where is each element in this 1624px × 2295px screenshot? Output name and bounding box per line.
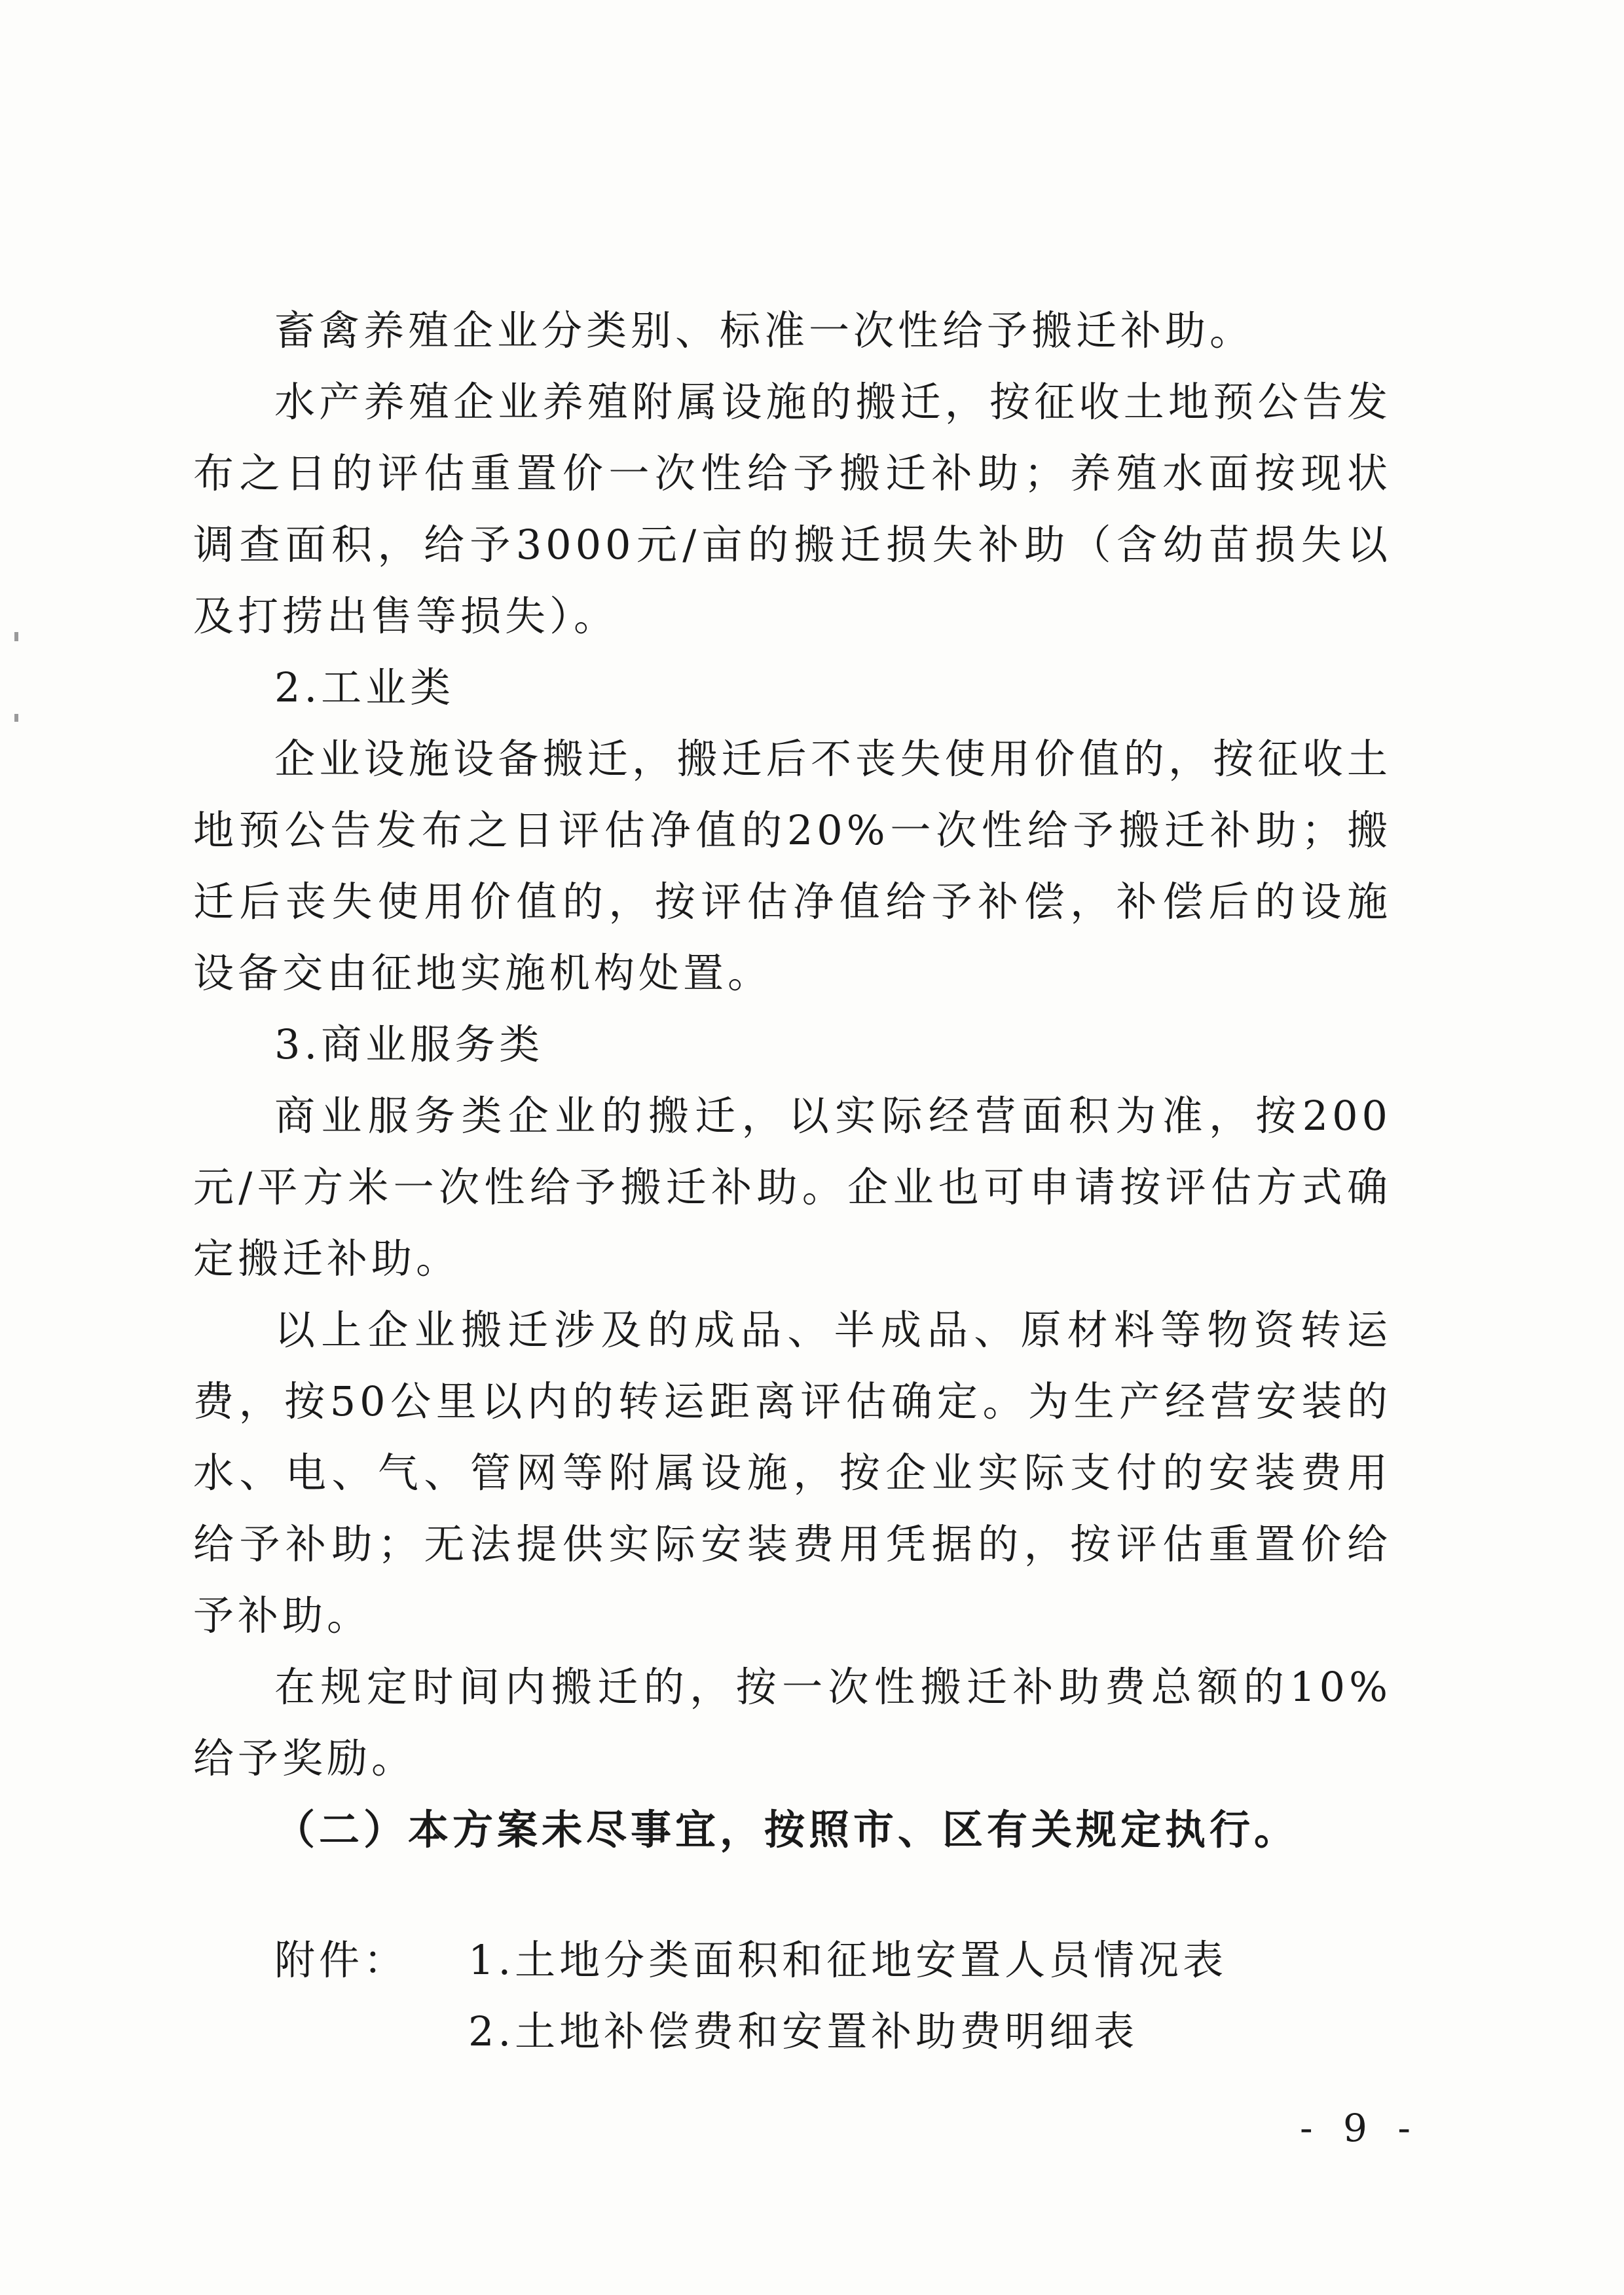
scan-edge-mark: [14, 714, 18, 722]
paragraph-aquaculture: 水产养殖企业养殖附属设施的搬迁，按征收土地预公告发布之日的评估重置价一次性给予搬迁补助；养殖水面按现状调查面积，给予3000元/亩的搬迁损失补助（含幼苗损失以及打捞出售等损失）。: [193, 378, 1392, 640]
attachments-label: 附件：: [274, 1936, 409, 1984]
heading-commercial: 3.商业服务类: [274, 1020, 544, 1068]
page-number: - 9 -: [1300, 2106, 1420, 2150]
document-body: [193, 295, 1392, 2067]
attachment-item-2: 2.土地补偿费和安置补助费明细表: [468, 2007, 1139, 2055]
heading-industrial: 2.工业类: [274, 663, 455, 711]
attachment-row: [193, 1996, 1392, 2067]
paragraph-transport: 以上企业搬迁涉及的成品、半成品、原材料等物资转运费，按50公里以内的转运距离评估确定。为生产经营安装的水、电、气、管网等附属设施，按企业实际支付的安装费用给予补助；无法提供实际安装费用凭据的，按评估重置价给予补助。: [193, 1306, 1392, 1639]
paragraph-other-matters: （二）本方案未尽事宜，按照市、区有关规定执行。: [274, 1806, 1299, 1854]
paragraph-reward: 在规定时间内搬迁的，按一次性搬迁补助费总额的10%给予奖励。: [193, 1663, 1392, 1782]
paragraph-livestock: 畜禽养殖企业分类别、标准一次性给予搬迁补助。: [274, 307, 1255, 354]
scan-edge-mark: [14, 632, 18, 641]
attachments-list: [193, 1924, 1392, 2067]
section-spacer: [193, 1865, 1392, 1924]
attachment-row: [193, 1924, 1392, 1996]
paragraph-commercial: 商业服务类企业的搬迁，以实际经营面积为准，按200元/平方米一次性给予搬迁补助。企业也可申请按评估方式确定搬迁补助。: [193, 1092, 1392, 1282]
attachment-item-1: 1.土地分类面积和征地安置人员情况表: [468, 1936, 1228, 1984]
attachment-indent: [193, 1996, 468, 2067]
paragraph-industrial: 企业设施设备搬迁，搬迁后不丧失使用价值的，按征收土地预公告发布之日评估净值的20%一次性给予搬迁补助；搬迁后丧失使用价值的，按评估净值给予补偿，补偿后的设施设备交由征地实施机构处置。: [193, 735, 1392, 997]
